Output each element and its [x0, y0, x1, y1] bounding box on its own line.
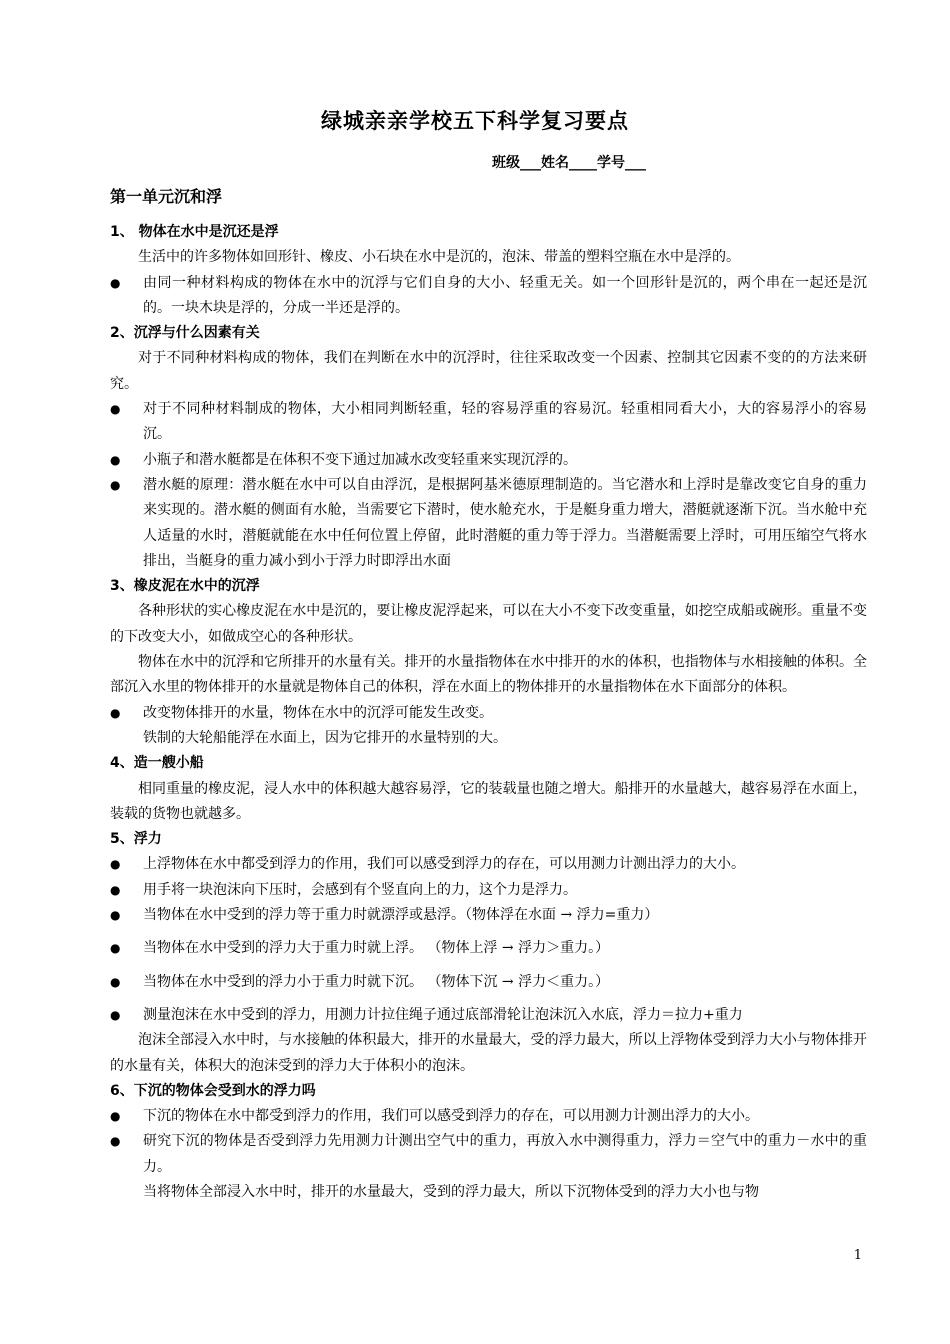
- bullet-item: ● 对于不同种材料制成的物体，大小相同判断轻重，轻的容易浮重的容易沉。轻重相同看大小，大的容易浮小的容易沉。: [110, 397, 867, 448]
- student-info-line: 班级___姓名____学号___: [492, 155, 646, 171]
- paragraph: 生活中的许多物体如回形针、橡皮、小石块在水中是沉的，泡沫、带盖的塑料空瓶在水中是浮的。: [138, 249, 740, 266]
- section-heading: 5、浮力: [110, 831, 162, 848]
- bullet-item: ● 小瓶子和潜水艇都是在体积不变下通过加减水改变轻重来实现沉浮的。: [110, 448, 867, 473]
- paragraph: 泡沫全部浸入水中时，与水接触的体积最大，排开的水量最大，受的浮力最大，所以上浮物体受到浮力大小与物体排开的水量有关，体积大的泡沫受到的浮力大于体积小的泡沫。: [110, 1032, 867, 1074]
- page-number: 1: [853, 1248, 862, 1263]
- bullet-item: ● 用手将一块泡沫向下压时，会感到有个竖直向上的力，这个力是浮力。: [110, 878, 867, 903]
- document-body: [110, 220, 867, 1205]
- bullet-item: ● 由同一种材料构成的物体在水中的沉浮与它们自身的大小、轻重无关。如一个回形针是沉的，两个串在一起还是沉的。一块木块是浮的，分成一半还是浮的。: [110, 271, 867, 322]
- unit-heading: 第一单元沉和浮: [110, 187, 223, 206]
- bullet-item: ● 当物体在水中受到的浮力等于重力时就漂浮或悬浮。（物体浮在水面 → 浮力=重力）: [110, 903, 867, 928]
- paragraph: 当将物体全部浸入水中时，排开的水量最大，受到的浮力最大，所以下沉物体受到的浮力大小也与物: [143, 1183, 759, 1200]
- bullet-item: ● 测量泡沫在水中受到的浮力，用测力计拉住绳子通过底部滑轮让泡沫沉入水底，浮力＝拉力+重力: [110, 1003, 867, 1028]
- bullet-item: ● 潜水艇的原理：潜水艇在水中可以自由浮沉，是根据阿基米德原理制造的。当它潜水和上浮时是靠改变它自身的重力来实现的。潜水艇的侧面有水舱，当需要它下潜时，使水舱充水，于是艇身重力增大，潜艇就逐渐下沉。当水舱中充人适量的水时，潜艇就能在水中任何位置上停留，此时潜艇的重力等于浮力。当潜艇需要上浮时，可用压缩空气将水排出，当艇身的重力减小到小于浮力时即浮出水面: [110, 473, 867, 574]
- section-heading: 6、下沉的物体会受到水的浮力吗: [110, 1082, 316, 1099]
- bullet-item: ● 下沉的物体在水中都受到浮力的作用，我们可以感受到浮力的存在，可以用测力计测出浮力的大小。: [110, 1104, 867, 1129]
- paragraph: 各种形状的实心橡皮泥在水中是沉的，要让橡皮泥浮起来，可以在大小不变下改变重量，如挖空成船或碗形。重量不变的下改变大小，如做成空心的各种形状。: [110, 603, 867, 645]
- section-heading: 2、沉浮与什么因素有关: [110, 325, 260, 342]
- bullet-item: ● 研究下沉的物体是否受到浮力先用测力计测出空气中的重力，再放入水中测得重力，浮力＝空气中的重力－水中的重力。: [110, 1129, 867, 1180]
- paragraph: 相同重量的橡皮泥，浸人水中的体积越大越容易浮，它的装载量也随之增大。船排开的水量越大，越容易浮在水面上，装载的货物也就越多。: [110, 780, 867, 822]
- section-heading: 4、造一艘小船: [110, 755, 204, 772]
- paragraph: 铁制的大轮船能浮在水面上，因为它排开的水量特别的大。: [143, 729, 507, 746]
- bullet-item: ● 改变物体排开的水量，物体在水中的沉浮可能发生改变。: [110, 701, 867, 726]
- bullet-item: ● 当物体在水中受到的浮力小于重力时就下沉。 （物体下沉 → 浮力＜重力。）: [110, 970, 867, 995]
- paragraph: 物体在水中的沉浮和它所排开的水量有关。排开的水量指物体在水中排开的水的体积，也指物体与水相接触的体积。全部沉入水里的物体排开的水量就是物体自己的体积，浮在水面上的物体排开的水量指物体在水下面部分的体积。: [110, 654, 867, 696]
- document-title: 绿城亲亲学校五下科学复习要点: [321, 109, 629, 133]
- bullet-item: ● 当物体在水中受到的浮力大于重力时就上浮。 （物体上浮 → 浮力＞重力。）: [110, 936, 867, 961]
- section-heading: 3、橡皮泥在水中的沉浮: [110, 578, 260, 595]
- bullet-item: ● 上浮物体在水中都受到浮力的作用，我们可以感受到浮力的存在，可以用测力计测出浮力的大小。: [110, 852, 867, 877]
- section-heading: 1、 物体在水中是沉还是浮: [110, 224, 279, 240]
- paragraph: 对于不同种材料构成的物体，我们在判断在水中的沉浮时，往往采取改变一个因素、控制其它因素不变的的方法来研究。: [110, 350, 867, 392]
